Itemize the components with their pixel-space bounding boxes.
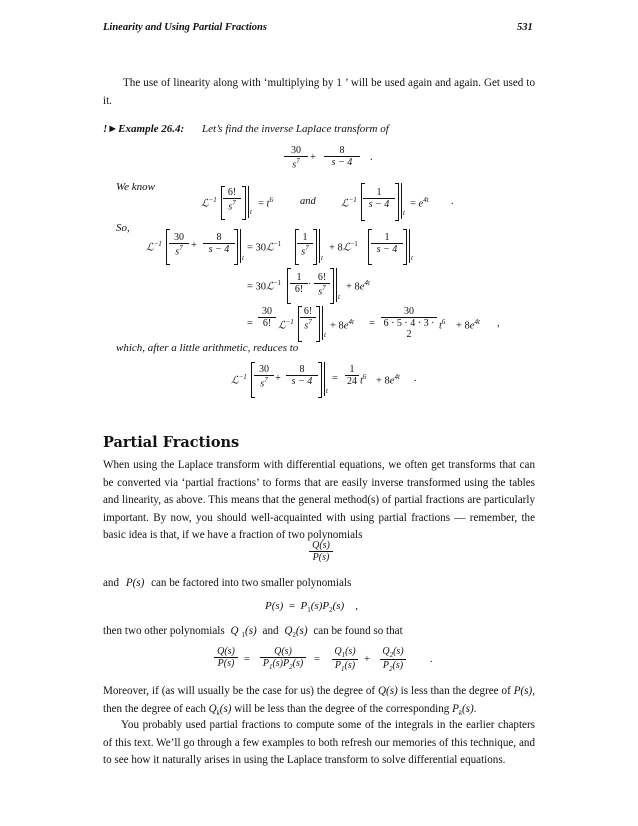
example-number: Example 26.4: [118, 123, 185, 135]
example-marker: !► [103, 123, 119, 135]
we-know-label: We know [116, 181, 156, 193]
running-header-title: Linearity and Using Partial Fractions [103, 22, 267, 33]
moreover-paragraph: Moreover, if (as will usually be the case for us) the degree of Q(s) is less than the degree of P(s), then the degree of each $Q_k(s)$ will be less than the degree of the corresponding $P_k(s)$. [103, 685, 535, 717]
section-title: Partial Fractions [103, 434, 240, 451]
closing-paragraph: You probably used partial fractions to compute some of the integrals in the earlier chapters of this text. We’ll go through a few examples to both refresh our memories of this technique, and to see how it naturally arises in using the Laplace transform to solve differential equations. [103, 719, 535, 766]
example-label [103, 123, 184, 135]
example-statement: Let’s find the inverse Laplace transform of [202, 123, 389, 135]
reduces-to-text: which, after a little arithmetic, reduces to [116, 342, 299, 354]
factorization-equation: $P(s) = P_1(s)P_2(s)$ , [265, 600, 358, 615]
ratio-q-over-p: $\frac{Q(s)}{P(s)}$ [309, 540, 333, 563]
factored-line: and P(s) can be factored into two smaller polynomials [103, 577, 352, 589]
page-number: 531 [517, 22, 533, 33]
partial-fractions-intro: When using the Laplace transform with differential equations, we often get transforms that can be converted via ‘partial fractions’ to forms that are easily inverse transformed using the tables and linearity, as above. This means that the general method(s) of partial fractions are particularly important. By now, you should well-acquainted with using partial fractions — remember, the basic idea is that, if we have a fraction of two polynomials [103, 459, 535, 541]
so-label: So, [116, 222, 130, 234]
and-word: and [300, 196, 316, 207]
then-line: then two other polynomials Q $_1$(s) and $Q_2(s)$ can be found so that [103, 625, 403, 640]
intro-paragraph: The use of linearity along with ‘multiplying by 1 ’ will be used again and again. Get used to it. [103, 77, 535, 107]
